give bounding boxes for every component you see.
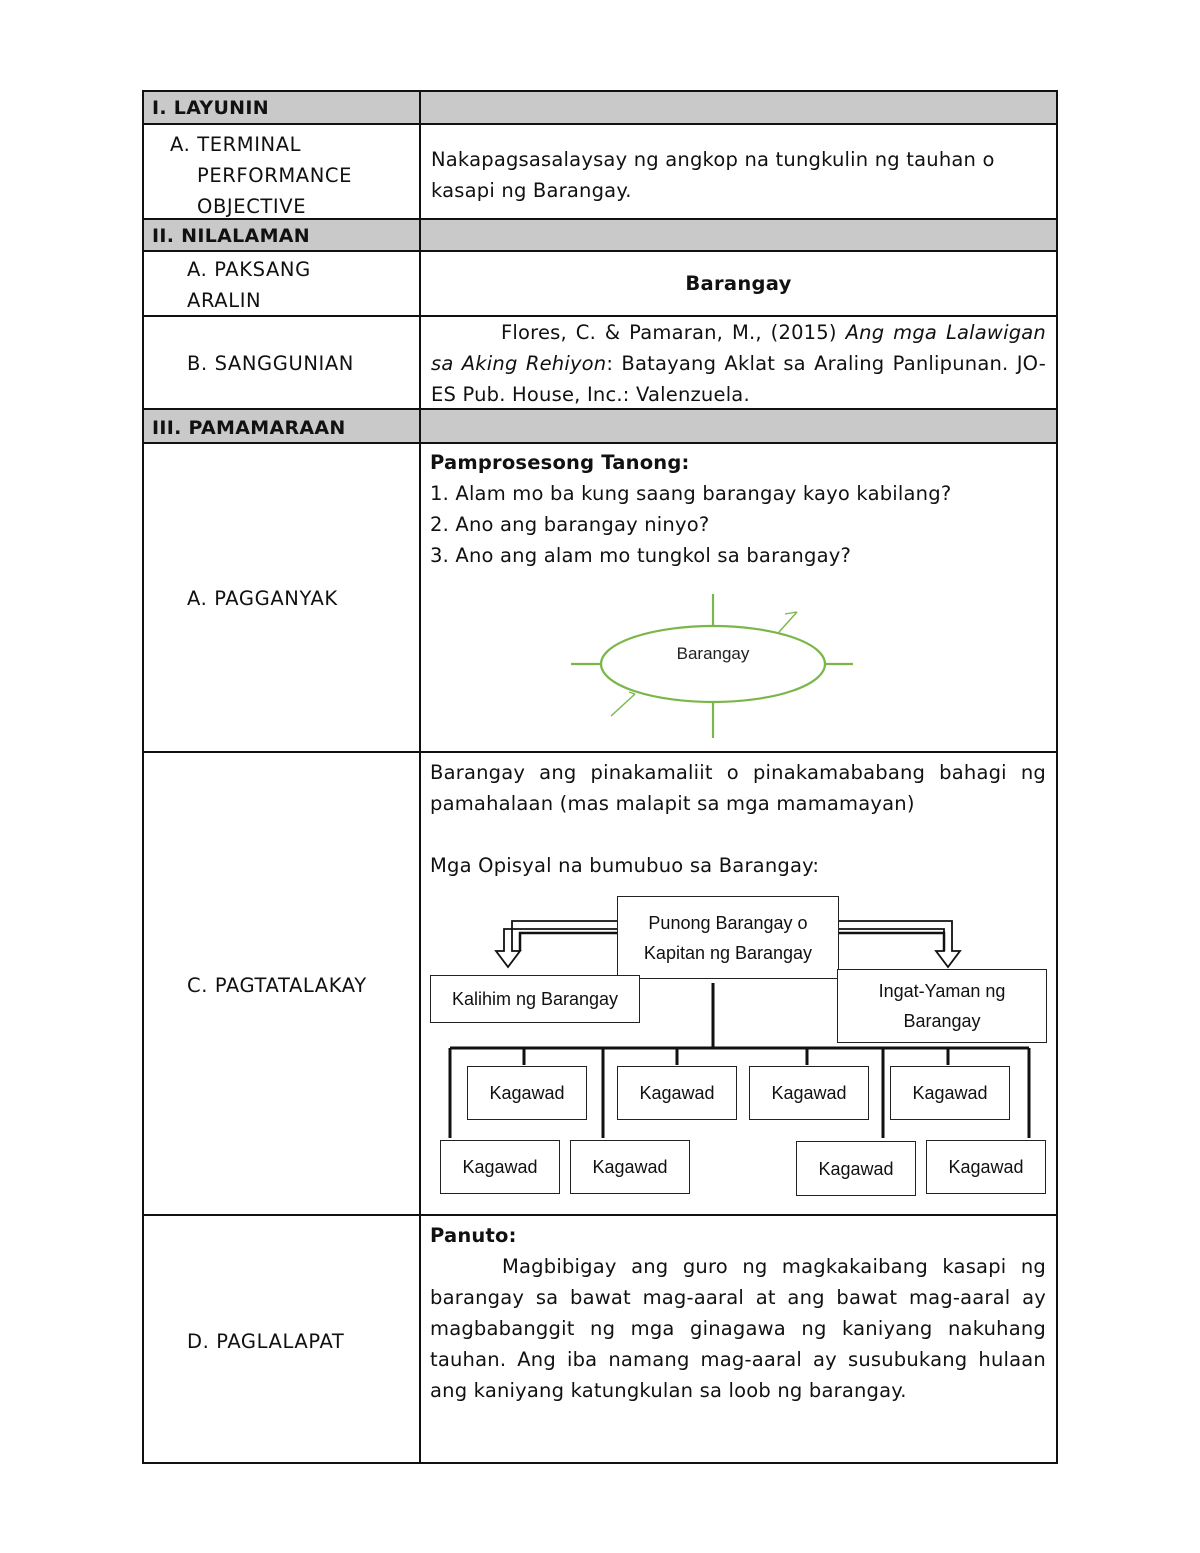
row-paglalapat [144, 1216, 1056, 1462]
web-spoke [629, 692, 635, 694]
kalihim-box: Kalihim ng Barangay [430, 975, 640, 1023]
punong-barangay-box: Punong Barangay o Kapitan ng Barangay [617, 896, 839, 979]
row-label: D. PAGLALAPAT [187, 1330, 345, 1353]
question-item: 1. Alam mo ba kung saang barangay kayo kabilang? [430, 482, 952, 505]
instructions-heading: Panuto: [430, 1224, 517, 1247]
section-title: II. NILALAMAN [144, 220, 421, 250]
row-pagganyak [144, 444, 1056, 753]
ingat-yaman-box: Ingat-Yaman ng Barangay [837, 969, 1047, 1043]
section-header-nilalaman [144, 220, 1056, 252]
arrow-to-kalihim [496, 921, 617, 967]
kagawad-box: Kagawad [796, 1141, 916, 1196]
kagawad-box: Kagawad [570, 1140, 690, 1194]
kagawad-box: Kagawad [926, 1140, 1046, 1194]
objective-text: Nakapagsasalaysay ng angkop na tungkulin ng tauhan o kasapi ng Barangay. [431, 148, 995, 202]
kagawad-box: Kagawad [440, 1140, 560, 1194]
row-label: A. PAKSANG ARALIN [187, 258, 311, 312]
row-pagtatalakay [144, 753, 1056, 1216]
kagawad-box: Kagawad [467, 1066, 587, 1120]
row-paksang-aralin [144, 252, 1056, 317]
row-label: A. PAGGANYAK [187, 587, 338, 610]
section-header-layunin [144, 92, 1056, 125]
discussion-intro: Barangay ang pinakamaliit o pinakamababang bahagi ng pamahalaan (mas malapit sa mga mamamayan) [430, 761, 1046, 815]
section-title: III. PAMAMARAAN [144, 410, 421, 442]
instructions-text: Magbibigay ang guro ng magkakaibang kasapi ng barangay sa bawat mag-aaral at ang bawat mag-aaral ay magbabanggit ng mga ginagawa ng kaniyang nakuhang tauhan. Ang iba namang mag-aaral ay susubukang hulaan ang kaniyang katungkulan sa loob ng barangay. [430, 1255, 1046, 1402]
row-label: C. PAGTATALAKAY [187, 974, 367, 997]
web-spoke [779, 612, 797, 632]
kagawad-box: Kagawad [617, 1066, 737, 1120]
officials-heading: Mga Opisyal na bumubuo sa Barangay: [430, 854, 820, 877]
row-label: B. SANGGUNIAN [187, 352, 354, 375]
kagawad-box: Kagawad [749, 1066, 869, 1120]
question-item: 3. Ano ang alam mo tungkol sa barangay? [430, 544, 852, 567]
web-spoke [611, 694, 635, 716]
questions-heading: Pamprosesong Tanong: [430, 451, 690, 474]
row-sanggunian [144, 317, 1056, 410]
section-title: I. LAYUNIN [144, 92, 421, 123]
section-header-pamamaraan [144, 410, 1056, 444]
topic-value: Barangay [685, 272, 792, 295]
kagawad-box: Kagawad [890, 1066, 1010, 1120]
org-chart [421, 753, 1057, 1216]
row-label: A. TERMINAL PERFORMANCE OBJECTIVE [170, 133, 353, 218]
web-center-label: Barangay [676, 644, 750, 663]
question-item: 2. Ano ang barangay ninyo? [430, 513, 710, 536]
arrow-to-ingat-yaman [839, 921, 960, 967]
barangay-web-diagram [569, 588, 859, 740]
row-terminal-objective [144, 125, 1056, 220]
web-center-ellipse [601, 626, 825, 702]
lesson-plan-table [142, 90, 1058, 1464]
reference-text: Flores, C. & Pamaran, M., (2015) Ang mga Lalawigan sa Aking Rehiyon: Batayang Aklat sa Araling Panlipunan. JO-ES Pub. House, Inc.: Valenzuela. [431, 321, 1046, 406]
